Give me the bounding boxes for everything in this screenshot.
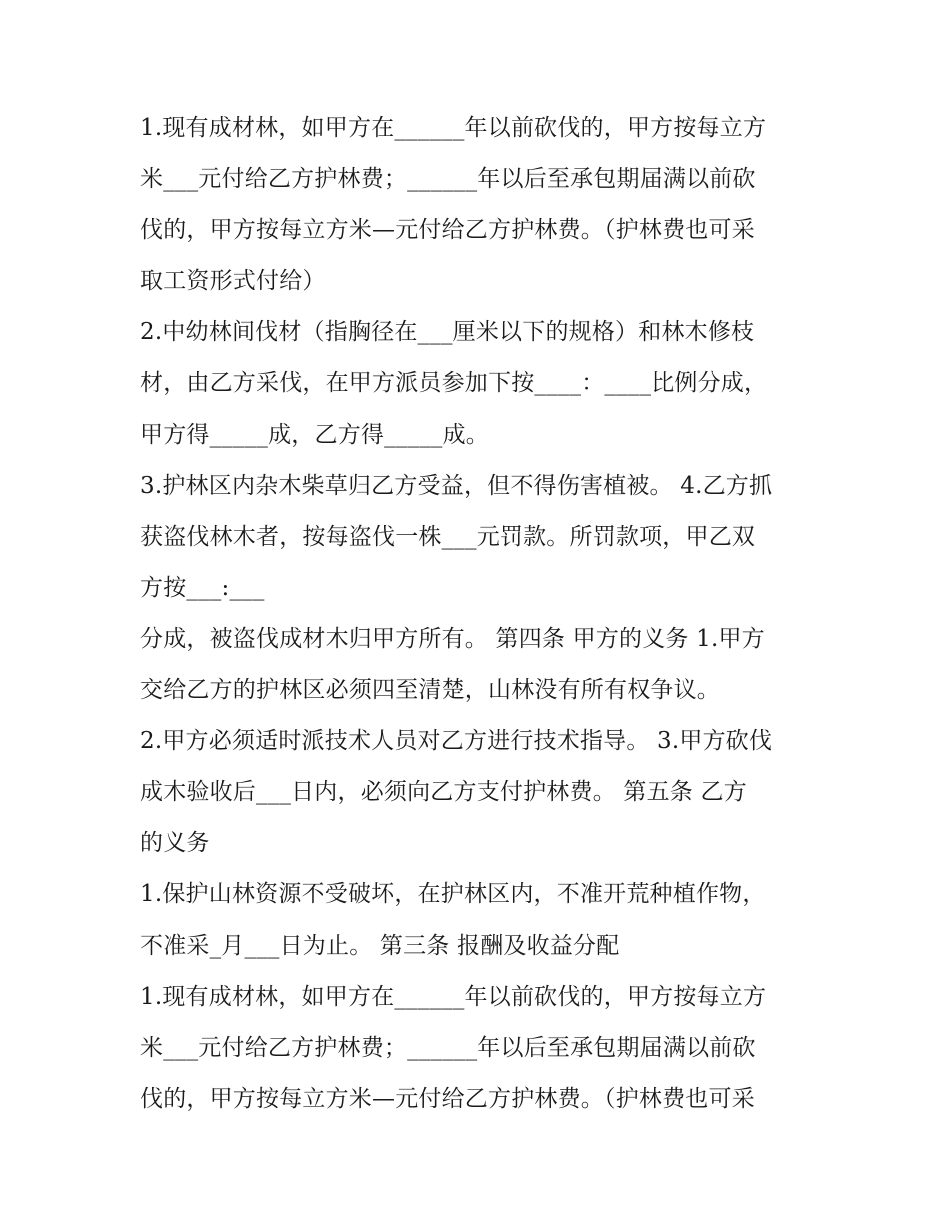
- text-line: 获盗伐林木者，按每盗伐一株___元罚款。所罚款项，甲乙双: [140, 523, 756, 550]
- text-line: 交给乙方的护林区必须四至清楚，山林没有所有权争议。: [140, 677, 720, 704]
- text-line: 不准采_月___日为止。 第三条 报酬及收益分配: [140, 932, 620, 959]
- text-line: 材，由乙方采伐，在甲方派员参加下按____：____比例分成，: [140, 370, 768, 397]
- text-line: 3.护林区内杂木柴草归乙方受益，但不得伤害植被。 4.乙方抓: [140, 472, 773, 499]
- document-body: [140, 103, 820, 1125]
- text-line: 米___元付给乙方护林费；______年以后至承包期届满以前砍: [140, 1034, 756, 1061]
- text-line: 1.现有成材林，如甲方在______年以前砍伐的，甲方按每立方: [140, 983, 767, 1010]
- text-line: 2.中幼林间伐材（指胸径在___厘米以下的规格）和林木修枝: [140, 319, 755, 346]
- text-line: 伐的，甲方按每立方米—元付给乙方护林费。（护林费也可采: [140, 217, 755, 244]
- text-line: 米___元付给乙方护林费；______年以后至承包期届满以前砍: [140, 166, 756, 193]
- text-line: 2.甲方必须适时派技术人员对乙方进行技术指导。 3.甲方砍伐: [140, 728, 773, 755]
- text-line: 取工资形式付给）: [140, 268, 326, 295]
- text-line: 1.现有成材林，如甲方在______年以前砍伐的，甲方按每立方: [140, 115, 767, 141]
- text-line: 成木验收后___日内，必须向乙方支付护林费。 第五条 乙方: [140, 779, 747, 806]
- text-line: 伐的，甲方按每立方米—元付给乙方护林费。（护林费也可采: [140, 1085, 755, 1112]
- text-line: 1.保护山林资源不受破坏，在护林区内，不准开荒种植作物，: [140, 881, 766, 908]
- text-line: 方按___:___: [140, 574, 265, 601]
- text-line: 分成，被盗伐成材木归甲方所有。 第四条 甲方的义务 1.甲方: [140, 625, 765, 652]
- text-line: 的义务: [140, 830, 210, 857]
- text-line: 甲方得_____成，乙方得_____成。: [140, 421, 489, 448]
